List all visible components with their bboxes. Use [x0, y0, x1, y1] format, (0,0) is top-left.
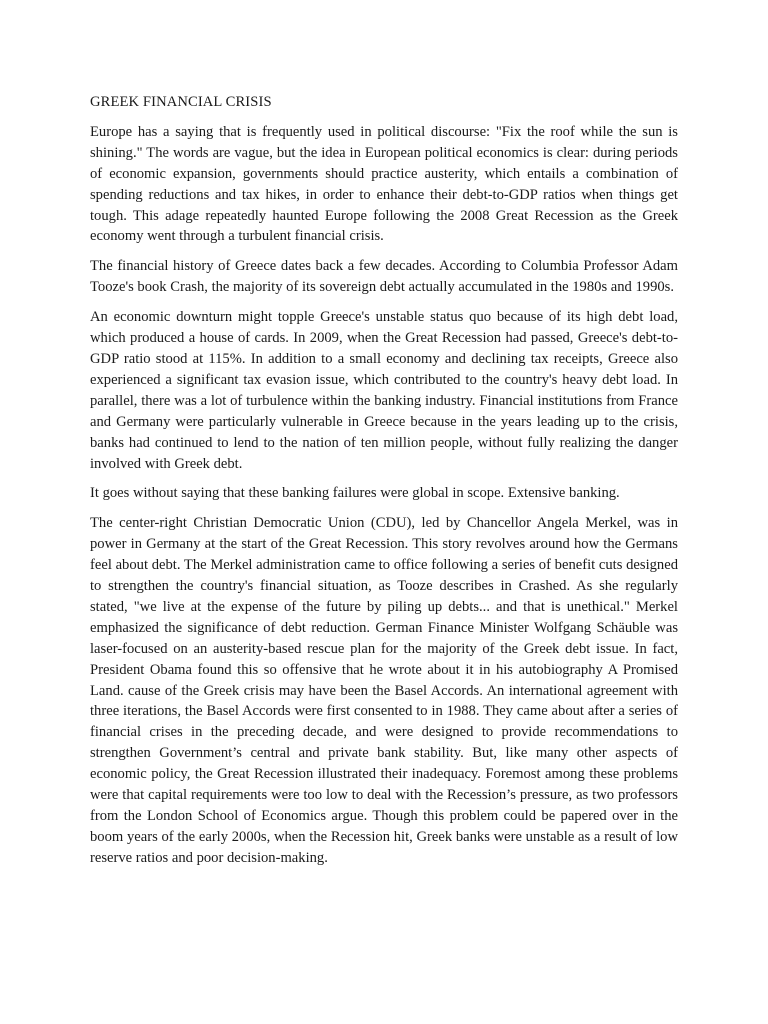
document-title: GREEK FINANCIAL CRISIS [90, 94, 272, 110]
paragraph-merkel-basel: The center-right Christian Democratic Union (CDU), led by Chancellor Angela Merkel, was in power in Germany at the start of the Great Recession. This story revolves around how the Germans feel about debt. The Merkel administration came to office following a series of benefit cuts designed to strengthen the country's financial situation, as Tooze describes in Crashed. As she regularly stated, "we live at the expense of the future by piling up debts... and that is unethical." Merkel emphasized the significance of debt reduction. German Finance Minister Wolfgang Schäuble was laser-focused on an austerity-based rescue plan for the majority of the Greek debt issue. In fact, President Obama found this so offensive that he wrote about it in his autobiography A Promised Land. cause of the Greek crisis may have been the Basel Accords. An international agreement with three iterations, the Basel Accords were first consented to in 1988. They came about after a series of financial crises in the preceding decade, and were designed to provide recommendations to strengthen Government’s central and private bank stability. But, like many other aspects of economic policy, the Great Recession illustrated their inadequacy. Foremost among these problems were that capital requirements were too low to deal with the Recession’s pressure, as two professors from the London School of Economics argue. Though this problem could be papered over in the boom years of the early 2000s, when the Recession hit, Greek banks were unstable as a result of low reserve ratios and poor decision-making. [90, 515, 678, 866]
paragraph-history: The financial history of Greece dates back a few decades. According to Columbia Professor Adam Tooze's book Crash, the majority of its sovereign debt actually accumulated in the 1980s and 1990s. [90, 258, 678, 296]
paragraph-intro: Europe has a saying that is frequently used in political discourse: "Fix the roof while the sun is shining." The words are vague, but the idea in European political economics is clear: during periods of economic expansion, governments should practice austerity, which entails a combination of spending reductions and tax hikes, in order to enhance their debt-to-GDP ratios when things get tough. This adage repeatedly haunted Europe following the 2008 Great Recession as the Greek economy went through a turbulent financial crisis. [90, 123, 678, 245]
paragraph-downturn: An economic downturn might topple Greece's unstable status quo because of its high debt load, which produced a house of cards. In 2009, when the Great Recession had passed, Greece's debt-to-GDP ratio stood at 115%. In addition to a small economy and declining tax receipts, Greece also experienced a significant tax evasion issue, which contributed to the country's heavy debt load. In parallel, there was a lot of turbulence within the banking industry. Financial institutions from France and Germany were particularly vulnerable in Greece because in the years leading up to the crisis, banks had continued to lend to the nation of ten million people, without fully realizing the danger involved with Greek debt. [90, 309, 678, 472]
paragraph-banking-failures: It goes without saying that these banking failures were global in scope. Extensive banking. [90, 485, 620, 502]
document-body [90, 92, 678, 878]
